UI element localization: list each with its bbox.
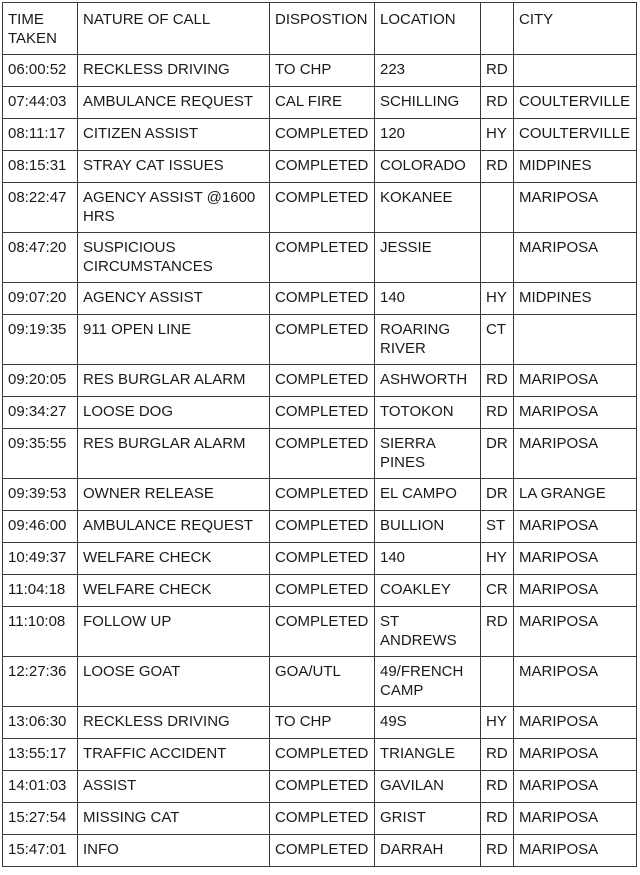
header-time-taken: TIME TAKEN: [3, 3, 78, 55]
cell-disposition: COMPLETED: [270, 511, 375, 543]
table-row: [3, 365, 637, 397]
cell-nature-of-call: RECKLESS DRIVING: [78, 55, 270, 87]
cell-time: 09:34:27: [3, 397, 78, 429]
cell-street-suffix: RD: [481, 607, 514, 657]
table-row: [3, 835, 637, 867]
cell-location: ROARING RIVER: [375, 315, 481, 365]
cell-time: 08:22:47: [3, 183, 78, 233]
cell-street-suffix: RD: [481, 365, 514, 397]
cell-disposition: GOA/UTL: [270, 657, 375, 707]
cell-city: MARIPOSA: [514, 365, 637, 397]
cell-city: MARIPOSA: [514, 575, 637, 607]
cell-time: 13:55:17: [3, 739, 78, 771]
cell-street-suffix: HY: [481, 283, 514, 315]
header-street-suffix: [481, 3, 514, 55]
table-row: [3, 315, 637, 365]
cell-nature-of-call: INFO: [78, 835, 270, 867]
cell-city: MARIPOSA: [514, 607, 637, 657]
table-row: [3, 739, 637, 771]
table-row: [3, 151, 637, 183]
cell-city: COULTERVILLE: [514, 87, 637, 119]
cell-street-suffix: HY: [481, 543, 514, 575]
cell-location: GAVILAN: [375, 771, 481, 803]
cell-disposition: COMPLETED: [270, 429, 375, 479]
cell-disposition: COMPLETED: [270, 771, 375, 803]
header-row: [3, 3, 637, 55]
header-location: LOCATION: [375, 3, 481, 55]
cell-location: 140: [375, 283, 481, 315]
cell-street-suffix: [481, 233, 514, 283]
cell-location: 140: [375, 543, 481, 575]
header-disposition: DISPOSTION: [270, 3, 375, 55]
cell-location: EL CAMPO: [375, 479, 481, 511]
cell-nature-of-call: RES BURGLAR ALARM: [78, 429, 270, 479]
cell-time: 09:19:35: [3, 315, 78, 365]
cell-nature-of-call: AGENCY ASSIST: [78, 283, 270, 315]
cell-location: ST ANDREWS: [375, 607, 481, 657]
cell-city: MIDPINES: [514, 283, 637, 315]
cell-nature-of-call: WELFARE CHECK: [78, 575, 270, 607]
cell-disposition: TO CHP: [270, 55, 375, 87]
cell-street-suffix: HY: [481, 707, 514, 739]
cell-location: JESSIE: [375, 233, 481, 283]
cell-time: 08:47:20: [3, 233, 78, 283]
table-row: [3, 233, 637, 283]
table-row: [3, 479, 637, 511]
cell-city: MIDPINES: [514, 151, 637, 183]
table-row: [3, 397, 637, 429]
cell-nature-of-call: RES BURGLAR ALARM: [78, 365, 270, 397]
cell-time: 15:27:54: [3, 803, 78, 835]
cell-time: 13:06:30: [3, 707, 78, 739]
cell-disposition: TO CHP: [270, 707, 375, 739]
cell-disposition: COMPLETED: [270, 543, 375, 575]
cell-street-suffix: [481, 183, 514, 233]
cell-nature-of-call: RECKLESS DRIVING: [78, 707, 270, 739]
cell-nature-of-call: ASSIST: [78, 771, 270, 803]
cell-time: 14:01:03: [3, 771, 78, 803]
cell-street-suffix: DR: [481, 429, 514, 479]
cell-nature-of-call: STRAY CAT ISSUES: [78, 151, 270, 183]
cell-city: MARIPOSA: [514, 739, 637, 771]
cell-nature-of-call: CITIZEN ASSIST: [78, 119, 270, 151]
cell-city: [514, 315, 637, 365]
table-row: [3, 283, 637, 315]
table-row: [3, 183, 637, 233]
cell-location: 49S: [375, 707, 481, 739]
cell-location: ASHWORTH: [375, 365, 481, 397]
cell-nature-of-call: AMBULANCE REQUEST: [78, 87, 270, 119]
cell-city: MARIPOSA: [514, 511, 637, 543]
cell-street-suffix: DR: [481, 479, 514, 511]
cell-nature-of-call: LOOSE DOG: [78, 397, 270, 429]
cell-nature-of-call: 911 OPEN LINE: [78, 315, 270, 365]
cell-disposition: COMPLETED: [270, 119, 375, 151]
cell-city: [514, 55, 637, 87]
cell-time: 09:07:20: [3, 283, 78, 315]
table-header: [3, 3, 637, 55]
cell-street-suffix: ST: [481, 511, 514, 543]
table-row: [3, 543, 637, 575]
cell-street-suffix: RD: [481, 771, 514, 803]
cell-street-suffix: RD: [481, 55, 514, 87]
cell-city: LA GRANGE: [514, 479, 637, 511]
cell-location: SIERRA PINES: [375, 429, 481, 479]
cell-nature-of-call: MISSING CAT: [78, 803, 270, 835]
table-row: [3, 87, 637, 119]
cell-time: 07:44:03: [3, 87, 78, 119]
cell-city: COULTERVILLE: [514, 119, 637, 151]
cell-city: MARIPOSA: [514, 397, 637, 429]
cell-location: BULLION: [375, 511, 481, 543]
table-row: [3, 119, 637, 151]
table-row: [3, 657, 637, 707]
cell-city: MARIPOSA: [514, 771, 637, 803]
cell-city: MARIPOSA: [514, 657, 637, 707]
cell-city: MARIPOSA: [514, 543, 637, 575]
cell-city: MARIPOSA: [514, 429, 637, 479]
table-row: [3, 771, 637, 803]
cell-city: MARIPOSA: [514, 803, 637, 835]
cell-location: TOTOKON: [375, 397, 481, 429]
cell-nature-of-call: AMBULANCE REQUEST: [78, 511, 270, 543]
cell-disposition: COMPLETED: [270, 151, 375, 183]
call-log-table: [2, 2, 637, 867]
table-row: [3, 429, 637, 479]
cell-city: MARIPOSA: [514, 233, 637, 283]
cell-disposition: COMPLETED: [270, 397, 375, 429]
cell-location: COLORADO: [375, 151, 481, 183]
table-row: [3, 511, 637, 543]
cell-disposition: COMPLETED: [270, 479, 375, 511]
cell-location: 223: [375, 55, 481, 87]
cell-location: COAKLEY: [375, 575, 481, 607]
cell-nature-of-call: LOOSE GOAT: [78, 657, 270, 707]
cell-disposition: COMPLETED: [270, 183, 375, 233]
cell-nature-of-call: FOLLOW UP: [78, 607, 270, 657]
cell-city: MARIPOSA: [514, 835, 637, 867]
cell-time: 09:20:05: [3, 365, 78, 397]
cell-street-suffix: CT: [481, 315, 514, 365]
cell-location: GRIST: [375, 803, 481, 835]
cell-location: TRIANGLE: [375, 739, 481, 771]
cell-location: DARRAH: [375, 835, 481, 867]
cell-time: 12:27:36: [3, 657, 78, 707]
cell-disposition: COMPLETED: [270, 835, 375, 867]
cell-disposition: COMPLETED: [270, 607, 375, 657]
cell-disposition: COMPLETED: [270, 739, 375, 771]
cell-nature-of-call: OWNER RELEASE: [78, 479, 270, 511]
cell-street-suffix: CR: [481, 575, 514, 607]
cell-time: 10:49:37: [3, 543, 78, 575]
table-row: [3, 607, 637, 657]
cell-street-suffix: RD: [481, 151, 514, 183]
cell-disposition: COMPLETED: [270, 315, 375, 365]
cell-location: KOKANEE: [375, 183, 481, 233]
cell-time: 11:04:18: [3, 575, 78, 607]
cell-disposition: COMPLETED: [270, 233, 375, 283]
header-city: CITY: [514, 3, 637, 55]
cell-nature-of-call: WELFARE CHECK: [78, 543, 270, 575]
cell-nature-of-call: SUSPICIOUS CIRCUMSTANCES: [78, 233, 270, 283]
cell-nature-of-call: AGENCY ASSIST @1600 HRS: [78, 183, 270, 233]
cell-street-suffix: RD: [481, 803, 514, 835]
cell-city: MARIPOSA: [514, 183, 637, 233]
table-row: [3, 803, 637, 835]
cell-time: 15:47:01: [3, 835, 78, 867]
cell-location: 49/FRENCH CAMP: [375, 657, 481, 707]
cell-street-suffix: RD: [481, 739, 514, 771]
cell-location: 120: [375, 119, 481, 151]
cell-street-suffix: RD: [481, 835, 514, 867]
cell-location: SCHILLING: [375, 87, 481, 119]
cell-city: MARIPOSA: [514, 707, 637, 739]
header-nature-of-call: NATURE OF CALL: [78, 3, 270, 55]
cell-street-suffix: RD: [481, 87, 514, 119]
table-body: [3, 55, 637, 867]
cell-time: 08:11:17: [3, 119, 78, 151]
cell-disposition: COMPLETED: [270, 283, 375, 315]
table-row: [3, 575, 637, 607]
cell-time: 06:00:52: [3, 55, 78, 87]
cell-disposition: COMPLETED: [270, 365, 375, 397]
table-row: [3, 55, 637, 87]
cell-street-suffix: HY: [481, 119, 514, 151]
table-row: [3, 707, 637, 739]
cell-street-suffix: RD: [481, 397, 514, 429]
cell-street-suffix: [481, 657, 514, 707]
cell-disposition: COMPLETED: [270, 575, 375, 607]
cell-time: 11:10:08: [3, 607, 78, 657]
cell-nature-of-call: TRAFFIC ACCIDENT: [78, 739, 270, 771]
cell-time: 09:35:55: [3, 429, 78, 479]
cell-disposition: COMPLETED: [270, 803, 375, 835]
cell-time: 08:15:31: [3, 151, 78, 183]
cell-time: 09:46:00: [3, 511, 78, 543]
cell-time: 09:39:53: [3, 479, 78, 511]
cell-disposition: CAL FIRE: [270, 87, 375, 119]
